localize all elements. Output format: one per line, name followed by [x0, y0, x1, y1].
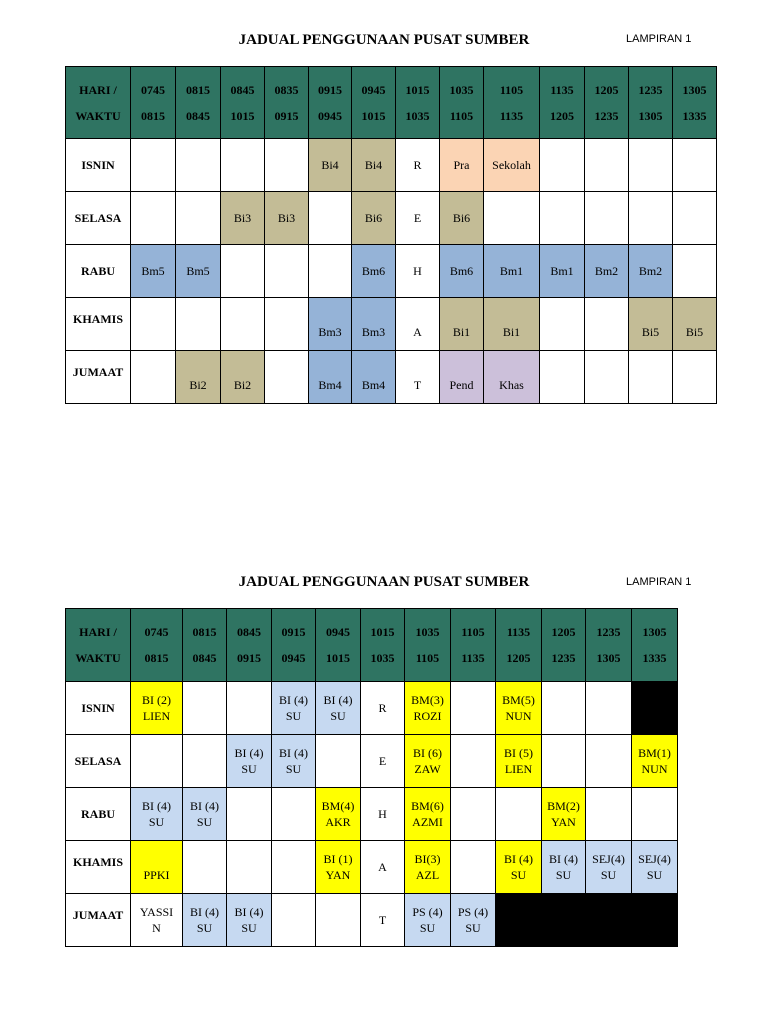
schedule-cell: Bi3	[265, 192, 309, 245]
schedule-cell	[361, 788, 405, 841]
schedule-cell	[316, 841, 361, 894]
cell-text-line: SU	[285, 762, 302, 776]
schedule-cell	[405, 894, 451, 947]
cell-text-line: BI (1)	[323, 852, 353, 866]
cell-text-line: SU	[241, 921, 257, 935]
cell-text-line: 1305	[638, 108, 663, 123]
cell-text-line: ZAW	[414, 762, 441, 776]
schedule-cell	[585, 139, 629, 192]
cell-text-line: YAN	[551, 815, 576, 829]
day-cell: KHAMIS	[66, 841, 131, 894]
schedule-cell	[542, 682, 586, 735]
header-time-slot	[272, 609, 316, 682]
cell-text-line: BI (4)	[142, 799, 171, 813]
schedule-cell	[585, 192, 629, 245]
cell-text-line: 1135	[550, 82, 574, 97]
schedule-cell	[586, 841, 632, 894]
schedule-cell	[540, 298, 585, 351]
cell-text-line: BM(4)	[321, 799, 355, 813]
schedule-cell	[131, 841, 183, 894]
table-row	[66, 735, 678, 788]
header-time-slot	[586, 609, 632, 682]
cell-text-line: SU	[419, 921, 436, 935]
cell-text-line: BI (4)	[190, 905, 219, 919]
cell-text-line: 0915	[281, 625, 306, 639]
cell-text-line: H	[378, 807, 387, 821]
schedule-cell	[361, 894, 405, 947]
header-time-slot	[540, 67, 585, 139]
cell-text-line: 1335	[642, 651, 667, 665]
table-row	[66, 894, 678, 947]
cell-text-line: 0915	[274, 108, 299, 123]
cell-text-line: 1235	[596, 625, 621, 639]
cell-text-line: 0915	[237, 651, 261, 665]
day-cell: JUMAAT	[66, 351, 131, 404]
table-row	[66, 788, 678, 841]
schedule-cell	[316, 735, 361, 788]
cell-text-line: 1235	[638, 82, 663, 97]
cell-text-line: 0835	[274, 82, 299, 97]
lampiran-label-1: LAMPIRAN 1	[626, 33, 692, 45]
cell-text-line: 0945	[281, 651, 306, 665]
cell-text-line: HARI /	[79, 82, 117, 97]
schedule-cell	[405, 841, 451, 894]
schedule-cell: Bi1	[484, 298, 540, 351]
cell-text-line: PPKI	[143, 868, 170, 882]
schedule-cell	[221, 298, 265, 351]
day-cell: ISNIN	[66, 682, 131, 735]
cell-text-line: BI (4)	[279, 693, 308, 707]
schedule-cell	[309, 245, 352, 298]
schedule-cell: T	[396, 351, 440, 404]
schedule-cell	[629, 139, 673, 192]
schedule-cell: H	[396, 245, 440, 298]
table-row	[66, 245, 717, 298]
schedule-cell: Bm2	[629, 245, 673, 298]
header-time-slot	[352, 67, 396, 139]
schedule-cell	[316, 788, 361, 841]
schedule-cell	[585, 351, 629, 404]
schedule-cell: Bi2	[176, 351, 221, 404]
day-cell: RABU	[66, 245, 131, 298]
cell-text-line: 0915	[318, 82, 342, 97]
cell-text-line: 0745	[144, 625, 169, 639]
schedule-cell	[673, 351, 717, 404]
cell-text-line: 0815	[186, 82, 210, 97]
schedule-cell	[316, 894, 361, 947]
schedule-cell	[542, 894, 586, 947]
schedule-cell	[272, 894, 316, 947]
cell-text-line: 0845	[237, 625, 261, 639]
cell-text-line: 0845	[230, 82, 255, 97]
header-time-slot	[440, 67, 484, 139]
header-time-slot	[183, 609, 227, 682]
header-hari-waktu	[66, 609, 131, 682]
schedule-cell	[183, 682, 227, 735]
cell-text-line: YASSI	[139, 905, 174, 919]
schedule-cell: Bi2	[221, 351, 265, 404]
doc-title-1: JADUAL PENGGUNAAN PUSAT SUMBER	[238, 32, 530, 48]
cell-text-line: 1305	[682, 82, 707, 97]
schedule-cell	[405, 788, 451, 841]
cell-text-line: 1105	[499, 82, 524, 97]
schedule-cell	[227, 894, 272, 947]
schedule-cell	[632, 682, 678, 735]
table-row	[66, 298, 717, 351]
cell-text-line: SU	[196, 815, 213, 829]
cell-text-line: R	[378, 701, 387, 715]
cell-text-line: PS (4)	[412, 905, 443, 919]
schedule-cell	[405, 735, 451, 788]
header-time-slot	[585, 67, 629, 139]
schedule-cell: Bi5	[629, 298, 673, 351]
cell-text-line: 0745	[141, 82, 165, 97]
schedule-cell	[131, 735, 183, 788]
cell-text-line: 1205	[594, 82, 619, 97]
cell-text-line: BI (4)	[504, 852, 533, 866]
schedule-cell: R	[396, 139, 440, 192]
schedule-cell	[183, 735, 227, 788]
cell-text-line: LIEN	[504, 762, 533, 776]
schedule-cell: Pra	[440, 139, 484, 192]
header-time-slot	[396, 67, 440, 139]
schedule-cell	[176, 298, 221, 351]
table-row	[66, 139, 717, 192]
schedule-cell	[131, 298, 176, 351]
schedule-cell	[272, 841, 316, 894]
header-hari-waktu	[66, 67, 131, 139]
schedule-cell	[405, 682, 451, 735]
schedule-cell: Pend	[440, 351, 484, 404]
schedule-cell	[131, 139, 176, 192]
cell-text-line: NUN	[505, 709, 532, 723]
schedule-cell	[265, 298, 309, 351]
day-cell: SELASA	[66, 735, 131, 788]
schedule-cell: Bi6	[440, 192, 484, 245]
schedule-cell: Bi3	[221, 192, 265, 245]
cell-text-line: BI (4)	[190, 799, 219, 813]
cell-text-line: 1235	[551, 651, 576, 665]
schedule-cell	[540, 351, 585, 404]
schedule-cell: Bm2	[585, 245, 629, 298]
schedule-cell	[673, 192, 717, 245]
schedule-cell: Bm1	[540, 245, 585, 298]
schedule-cell: Bm5	[176, 245, 221, 298]
cell-text-line: BM(1)	[638, 746, 671, 760]
header-time-slot	[629, 67, 673, 139]
cell-text-line: BM(3)	[411, 693, 444, 707]
cell-text-line: PS (4)	[457, 905, 489, 919]
header-time-slot	[673, 67, 717, 139]
schedule-cell: Bm5	[131, 245, 176, 298]
cell-text-line: BI (4)	[549, 852, 578, 866]
schedule-cell	[629, 351, 673, 404]
schedule-cell	[451, 788, 496, 841]
header-time-slot	[361, 609, 405, 682]
cell-text-line: 1105	[461, 625, 485, 639]
cell-text-line: 1205	[506, 651, 531, 665]
cell-text-line: E	[378, 754, 387, 768]
cell-text-line: SU	[646, 868, 663, 882]
schedule-cell	[221, 245, 265, 298]
schedule-table-1	[65, 66, 717, 404]
schedule-cell	[673, 245, 717, 298]
cell-text-line: 0815	[192, 625, 217, 639]
schedule-cell	[227, 735, 272, 788]
cell-text-line: T	[378, 913, 387, 927]
cell-text-line: 0815	[144, 651, 169, 665]
schedule-cell	[265, 351, 309, 404]
schedule-cell	[272, 682, 316, 735]
cell-text-line: BI (4)	[279, 746, 308, 760]
header-time-slot	[484, 67, 540, 139]
cell-text-line: BM(2)	[547, 799, 580, 813]
schedule-cell	[673, 139, 717, 192]
schedule-cell	[361, 841, 405, 894]
schedule-cell	[586, 788, 632, 841]
cell-text-line: N	[152, 921, 161, 935]
cell-text-line: YAN	[325, 868, 351, 882]
cell-text-line: SU	[330, 709, 346, 723]
cell-text-line: AZL	[415, 868, 440, 882]
cell-text-line: 1015	[230, 108, 255, 123]
cell-text-line: 1035	[449, 82, 474, 97]
schedule-cell	[484, 192, 540, 245]
day-cell: JUMAAT	[66, 894, 131, 947]
schedule-cell	[540, 139, 585, 192]
cell-text-line: 1335	[682, 108, 707, 123]
cell-text-line: BI (5)	[504, 746, 533, 760]
schedule-cell	[361, 682, 405, 735]
schedule-cell: Bi5	[673, 298, 717, 351]
header-time-slot	[176, 67, 221, 139]
schedule-cell	[265, 245, 309, 298]
cell-text-line: BM(6)	[411, 799, 444, 813]
schedule-cell	[183, 894, 227, 947]
cell-text-line: BI (4)	[234, 746, 264, 760]
schedule-cell	[496, 788, 542, 841]
schedule-cell	[176, 192, 221, 245]
schedule-cell	[542, 735, 586, 788]
schedule-cell	[632, 788, 678, 841]
header-time-slot	[632, 609, 678, 682]
schedule-cell: Bm4	[352, 351, 396, 404]
schedule-cell	[496, 894, 542, 947]
cell-text-line: 1235	[594, 108, 619, 123]
schedule-cell	[586, 735, 632, 788]
cell-text-line: 1015	[405, 82, 430, 97]
table-row	[66, 351, 717, 404]
cell-text-line: NUN	[641, 762, 668, 776]
cell-text-line: SU	[555, 868, 572, 882]
schedule-cell	[183, 841, 227, 894]
cell-text-line: 1305	[642, 625, 667, 639]
table-row	[66, 841, 678, 894]
cell-text-line: SU	[241, 762, 257, 776]
schedule-cell	[542, 788, 586, 841]
schedule-cell	[183, 788, 227, 841]
schedule-cell: Bm4	[309, 351, 352, 404]
schedule-cell	[131, 682, 183, 735]
schedule-cell: Bi1	[440, 298, 484, 351]
header-time-slot	[309, 67, 352, 139]
cell-text-line: BI(3)	[414, 852, 441, 866]
day-cell: ISNIN	[66, 139, 131, 192]
schedule-cell	[540, 192, 585, 245]
cell-text-line: BI (2)	[142, 693, 171, 707]
schedule-cell: Bm6	[352, 245, 396, 298]
schedule-cell	[227, 682, 272, 735]
schedule-cell	[632, 894, 678, 947]
schedule-cell	[451, 682, 496, 735]
schedule-cell	[361, 735, 405, 788]
cell-text-line: 1035	[405, 108, 430, 123]
schedule-cell	[309, 192, 352, 245]
header-time-slot	[265, 67, 309, 139]
schedule-cell	[496, 841, 542, 894]
cell-text-line: SU	[285, 709, 302, 723]
cell-text-line: 1105	[449, 108, 474, 123]
cell-text-line: 1135	[461, 651, 485, 665]
schedule-cell	[131, 788, 183, 841]
schedule-cell	[272, 788, 316, 841]
schedule-cell: E	[396, 192, 440, 245]
day-cell: RABU	[66, 788, 131, 841]
cell-text-line: SU	[465, 921, 481, 935]
cell-text-line: 1035	[370, 651, 395, 665]
schedule-cell	[496, 735, 542, 788]
schedule-cell	[451, 894, 496, 947]
header-time-slot	[316, 609, 361, 682]
cell-text-line: AKR	[325, 815, 351, 829]
cell-text-line: 1105	[415, 651, 440, 665]
schedule-cell: A	[396, 298, 440, 351]
schedule-cell	[221, 139, 265, 192]
cell-text-line: SEJ(4)	[592, 852, 625, 866]
cell-text-line: 1205	[551, 625, 576, 639]
cell-text-line: A	[378, 860, 387, 874]
schedule-cell	[632, 841, 678, 894]
schedule-cell	[227, 841, 272, 894]
schedule-cell	[176, 139, 221, 192]
header-row	[66, 67, 717, 139]
schedule-cell: Bm6	[440, 245, 484, 298]
header-time-slot	[542, 609, 586, 682]
cell-text-line: SU	[600, 868, 617, 882]
schedule-cell: Bm3	[352, 298, 396, 351]
schedule-cell	[265, 139, 309, 192]
cell-text-line: 0815	[141, 108, 165, 123]
header-time-slot	[131, 609, 183, 682]
cell-text-line: HARI /	[79, 625, 117, 639]
day-cell: SELASA	[66, 192, 131, 245]
cell-text-line: 0945	[318, 108, 342, 123]
schedule-cell	[586, 682, 632, 735]
table-row	[66, 192, 717, 245]
cell-text-line: 0945	[326, 625, 350, 639]
cell-text-line: 0945	[361, 82, 386, 97]
schedule-cell	[629, 192, 673, 245]
schedule-cell	[632, 735, 678, 788]
schedule-cell	[586, 894, 632, 947]
header-time-slot	[131, 67, 176, 139]
schedule-cell: Bi6	[352, 192, 396, 245]
schedule-cell: Sekolah	[484, 139, 540, 192]
schedule-cell: Bi4	[309, 139, 352, 192]
schedule-cell	[451, 735, 496, 788]
lampiran-label-2: LAMPIRAN 1	[626, 576, 692, 588]
schedule-cell	[227, 788, 272, 841]
cell-text-line: SU	[196, 921, 213, 935]
header-time-slot	[405, 609, 451, 682]
cell-text-line: 1135	[499, 108, 524, 123]
schedule-cell	[131, 351, 176, 404]
cell-text-line: AZMI	[412, 815, 443, 829]
cell-text-line: 1015	[370, 625, 395, 639]
schedule-cell	[585, 298, 629, 351]
schedule-cell: Bi4	[352, 139, 396, 192]
cell-text-line: 1205	[550, 108, 574, 123]
cell-text-line: SU	[510, 868, 527, 882]
header-time-slot	[227, 609, 272, 682]
header-time-slot	[451, 609, 496, 682]
header-time-slot	[221, 67, 265, 139]
schedule-cell: Khas	[484, 351, 540, 404]
day-cell: KHAMIS	[66, 298, 131, 351]
cell-text-line: 1015	[361, 108, 386, 123]
cell-text-line: ROZI	[413, 709, 442, 723]
schedule-cell	[131, 192, 176, 245]
cell-text-line: 1035	[415, 625, 440, 639]
header-time-slot	[496, 609, 542, 682]
cell-text-line: BI (4)	[323, 693, 353, 707]
cell-text-line: SEJ(4)	[638, 852, 671, 866]
table-row	[66, 682, 678, 735]
doc-title-2: JADUAL PENGGUNAAN PUSAT SUMBER	[238, 574, 530, 590]
cell-text-line: BM(5)	[502, 693, 535, 707]
cell-text-line: 0845	[186, 108, 210, 123]
schedule-cell	[451, 841, 496, 894]
schedule-cell: Bm1	[484, 245, 540, 298]
schedule-table-2	[65, 608, 678, 947]
cell-text-line: 1135	[506, 625, 531, 639]
schedule-cell	[316, 682, 361, 735]
schedule-cell	[131, 894, 183, 947]
cell-text-line: BI (4)	[234, 905, 264, 919]
schedule-cell: Bm3	[309, 298, 352, 351]
cell-text-line: 1015	[326, 651, 350, 665]
schedule-cell	[496, 682, 542, 735]
cell-text-line: LIEN	[142, 709, 171, 723]
cell-text-line: WAKTU	[75, 651, 121, 665]
cell-text-line: 0845	[192, 651, 217, 665]
cell-text-line: SU	[148, 815, 165, 829]
schedule-cell	[542, 841, 586, 894]
schedule-cell	[272, 735, 316, 788]
header-row	[66, 609, 678, 682]
cell-text-line: WAKTU	[75, 108, 121, 123]
cell-text-line: BI (6)	[413, 746, 442, 760]
cell-text-line: 1305	[596, 651, 621, 665]
